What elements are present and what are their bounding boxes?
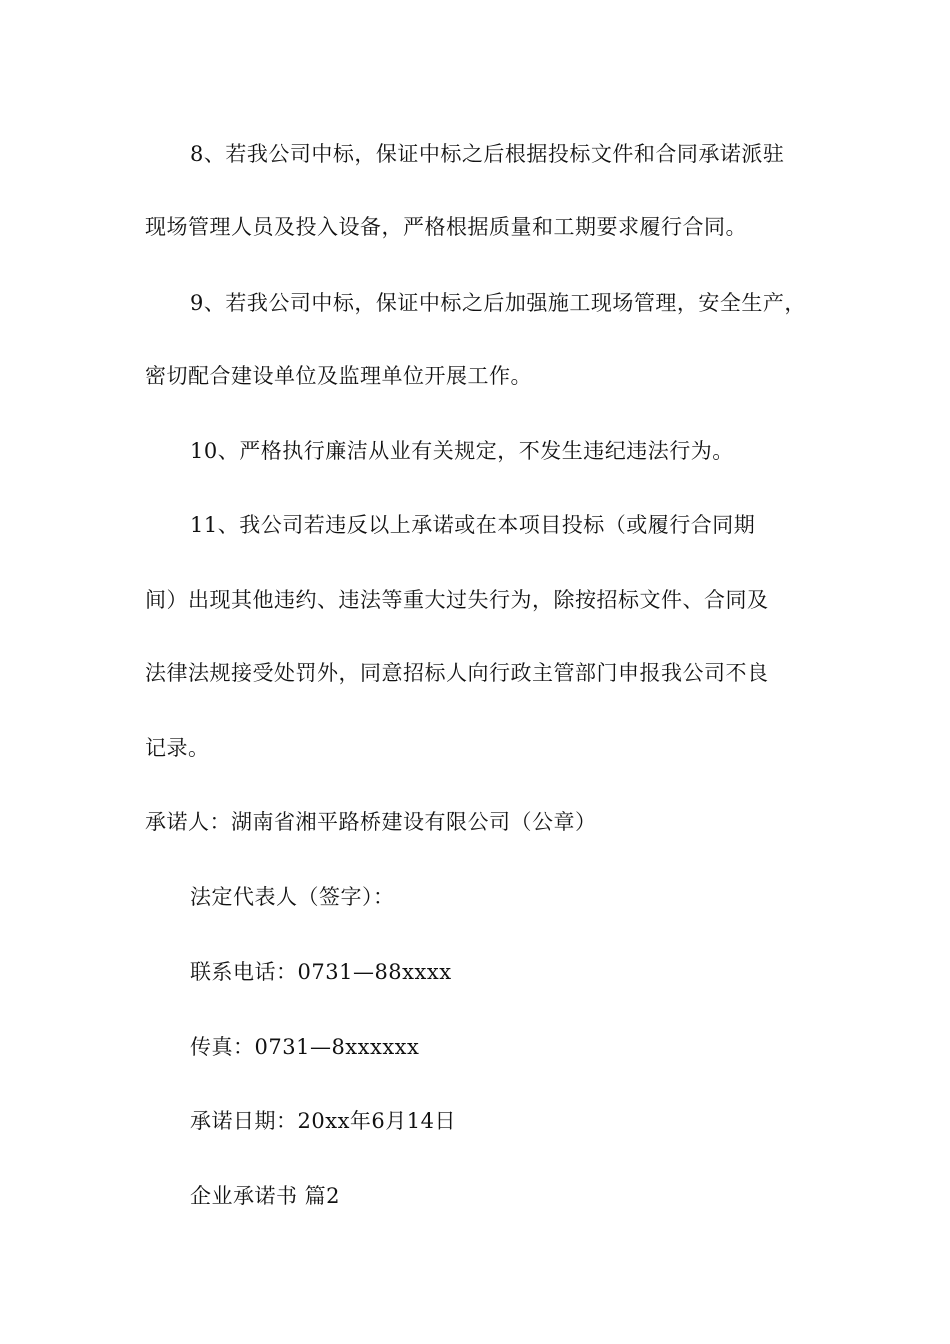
item-9-line-2: 密切配合建设单位及监理单位开展工作。 bbox=[145, 364, 532, 388]
item-10-line-1: 10、严格执行廉洁从业有关规定，不发生违纪违法行为。 bbox=[190, 439, 734, 463]
legal-representative-line: 法定代表人（签字）： bbox=[190, 885, 395, 909]
section-heading: 企业承诺书 篇2 bbox=[190, 1184, 341, 1208]
promise-date-line: 承诺日期：20xx年6月14日 bbox=[190, 1109, 456, 1133]
item-9-line-1: 9、若我公司中标，保证中标之后加强施工现场管理，安全生产， bbox=[190, 291, 806, 315]
item-11-line-2: 间）出现其他违约、违法等重大过失行为，除按招标文件、合同及 bbox=[145, 588, 769, 612]
promisor-line: 承诺人：湖南省湘平路桥建设有限公司（公章） bbox=[145, 810, 597, 834]
phone-line: 联系电话：0731—88xxxx bbox=[190, 960, 452, 984]
item-8-line-2: 现场管理人员及投入设备，严格根据质量和工期要求履行合同。 bbox=[145, 215, 747, 239]
item-8-line-1: 8、若我公司中标，保证中标之后根据投标文件和合同承诺派驻 bbox=[190, 142, 785, 166]
fax-line: 传真：0731—8xxxxxx bbox=[190, 1035, 420, 1059]
item-11-line-4: 记录。 bbox=[145, 736, 210, 760]
item-11-line-3: 法律法规接受处罚外，同意招标人向行政主管部门申报我公司不良 bbox=[145, 661, 769, 685]
item-11-line-1: 11、我公司若违反以上承诺或在本项目投标（或履行合同期 bbox=[190, 513, 756, 537]
